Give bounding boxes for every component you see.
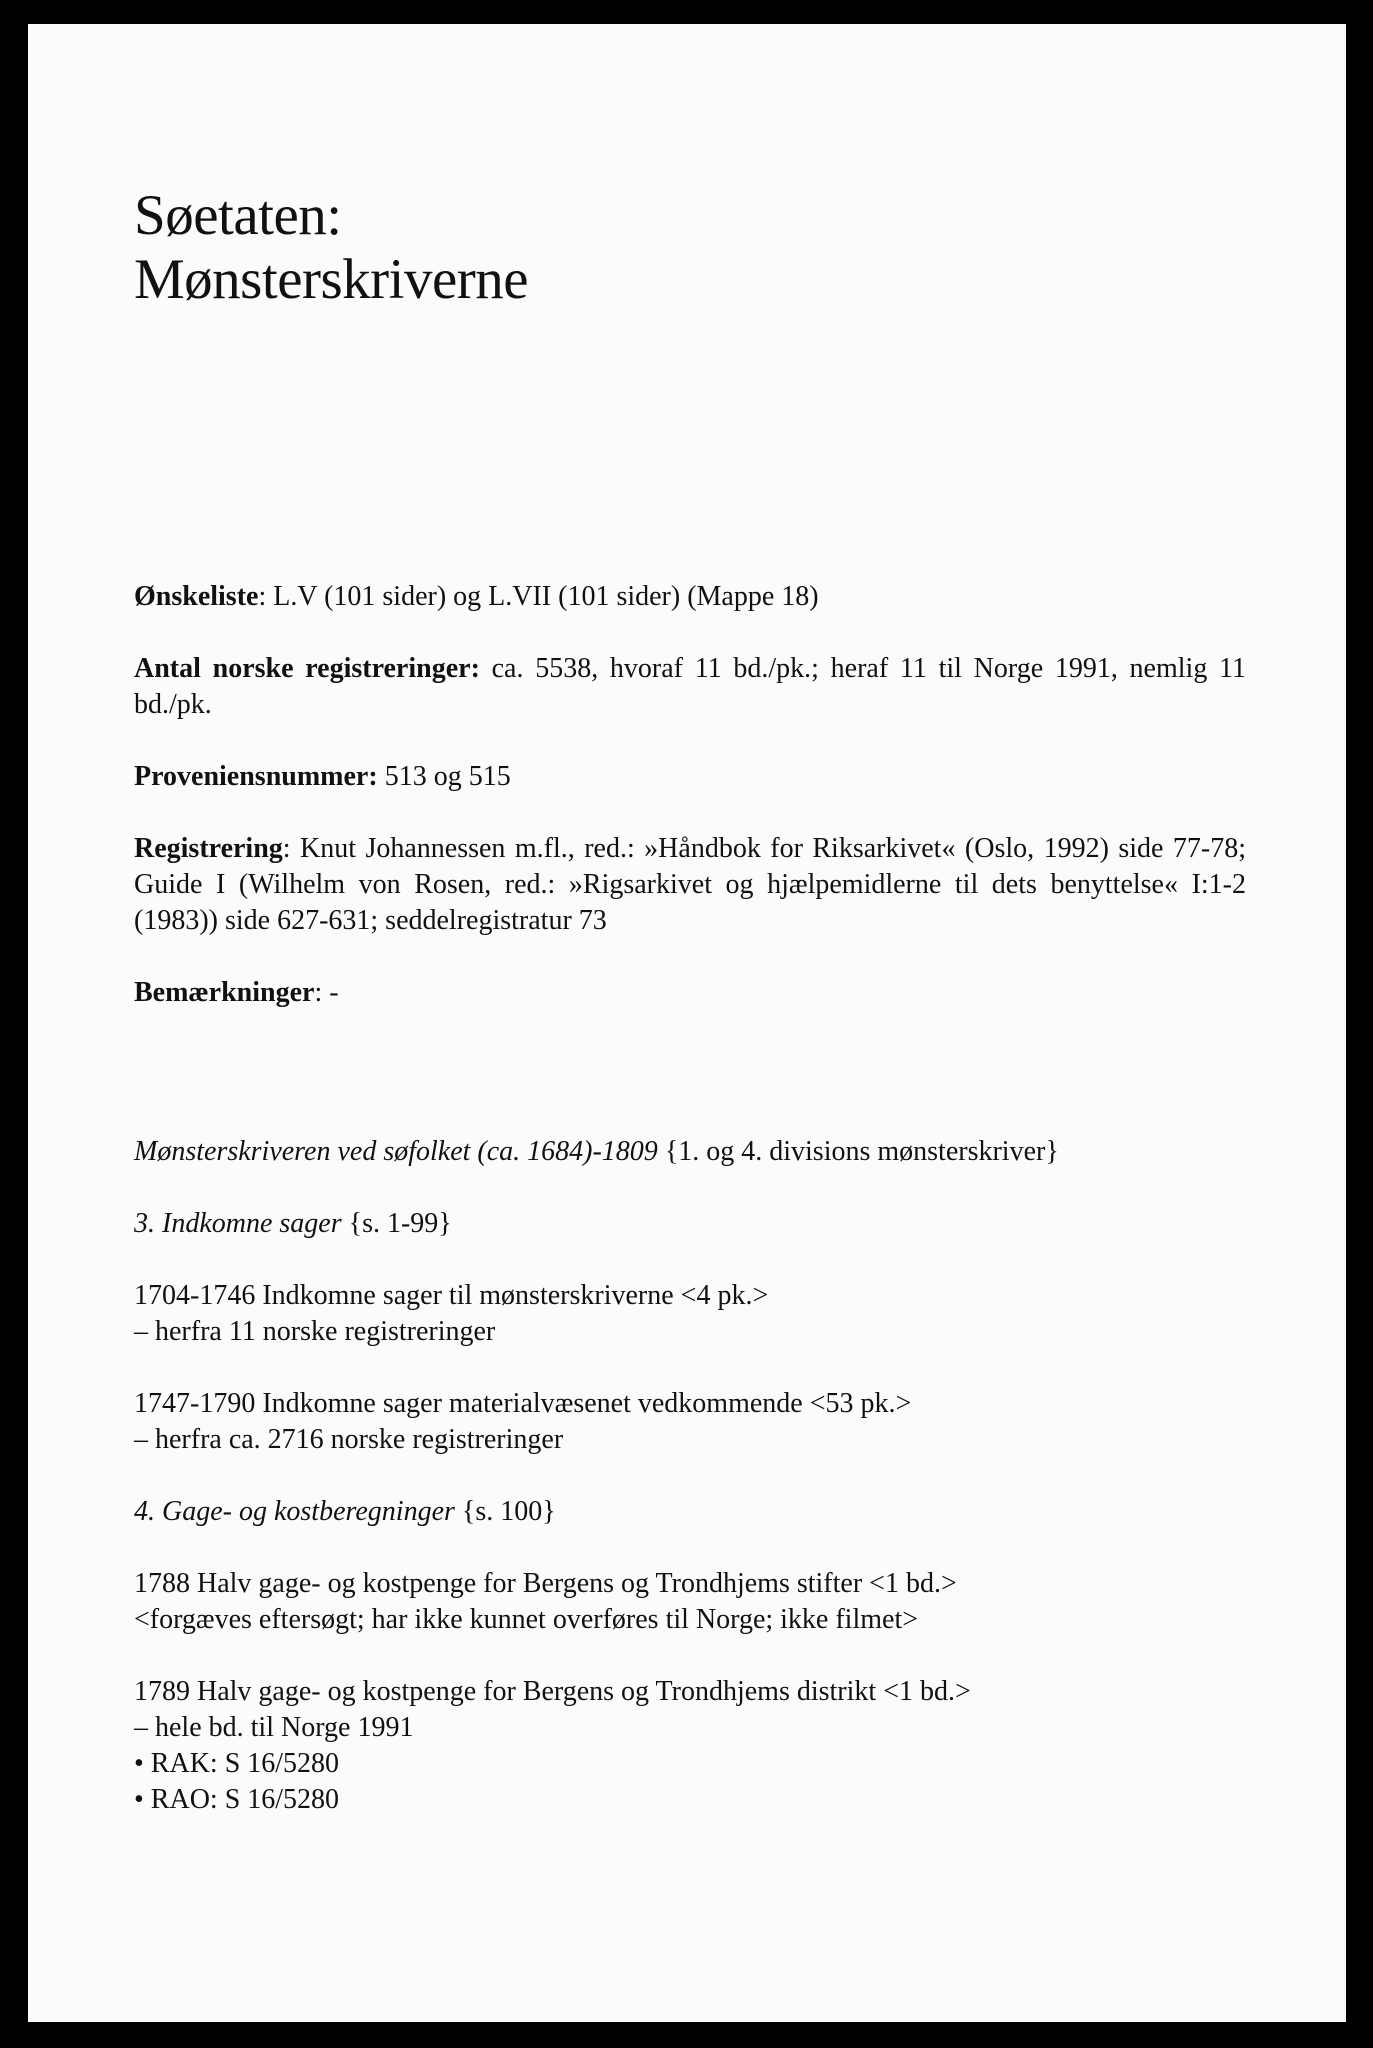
entry-3-line-2: <forgæves eftersøgt; har ikke kunnet overføres til Norge; ikke filmet>	[134, 1604, 919, 1635]
provenance-paragraph	[134, 759, 1246, 795]
wishlist-value: : L.V (101 sider) og L.VII (101 sider) (Mappe 18)	[258, 581, 819, 612]
entry-3-line-1: 1788 Halv gage- og kostpenge for Bergens og Trondhjems stifter <1 bd.>	[134, 1568, 957, 1599]
wishlist-paragraph	[134, 579, 1246, 615]
entry-2	[134, 1386, 1264, 1458]
section-4-title: 4. Gage- og kostberegninger	[134, 1496, 455, 1527]
document-page	[28, 24, 1346, 2022]
entry-4-line-1: 1789 Halv gage- og kostpenge for Bergens og Trondhjems distrikt <1 bd.>	[134, 1676, 971, 1707]
listing-heading-title: Mønsterskriveren ved søfolket (ca. 1684)-1809	[134, 1136, 658, 1167]
archive-listing	[134, 1134, 1264, 1854]
registration-value: : Knut Johannessen m.fl., red.: »Håndbok for Riksarkivet« (Oslo, 1992) side 77-78; Guide I (Wilhelm von Rosen, red.: »Rigsarkivet og hjælpemidlerne til dets benyttelse« I:1-2 (1983)) side 627-631; seddelregistratur 73	[134, 833, 1246, 936]
title-line-2: Mønsterskriverne	[134, 248, 529, 311]
entry-2-line-2: – herfra ca. 2716 norske registreringer	[134, 1424, 564, 1455]
registration-label: Registrering	[134, 833, 283, 864]
entry-2-line-1: 1747-1790 Indkomne sager materialvæsenet vedkommende <53 pk.>	[134, 1388, 912, 1419]
remarks-paragraph	[134, 975, 1246, 1011]
listing-heading	[134, 1134, 1264, 1170]
registration-paragraph	[134, 831, 1246, 939]
wishlist-label: Ønskeliste	[134, 581, 259, 612]
title-block	[134, 184, 1246, 312]
entry-4-line-4: • RAO: S 16/5280	[134, 1784, 340, 1815]
section-4-heading	[134, 1494, 1264, 1530]
remarks-value: : -	[314, 977, 339, 1008]
section-3-pages: {s. 1-99}	[341, 1208, 452, 1239]
listing-heading-note: {1. og 4. divisions mønsterskriver}	[657, 1136, 1059, 1167]
metadata-block	[134, 579, 1246, 1047]
entry-1-line-1: 1704-1746 Indkomne sager til mønsterskriverne <4 pk.>	[134, 1280, 769, 1311]
provenance-label: Proveniensnummer:	[134, 761, 378, 792]
remarks-label: Bemærkninger	[134, 977, 315, 1008]
title-line-1: Søetaten:	[134, 184, 342, 247]
section-3-title: 3. Indkomne sager	[134, 1208, 342, 1239]
provenance-value: 513 og 515	[377, 761, 511, 792]
entry-1	[134, 1278, 1264, 1350]
entry-4-line-2: – hele bd. til Norge 1991	[134, 1712, 414, 1743]
section-3-heading	[134, 1206, 1264, 1242]
count-value: ca. 5538, hvoraf 11 bd./pk.; heraf 11 til Norge 1991, nemlig 11 bd./pk.	[134, 653, 1247, 720]
count-label: Antal norske registreringer:	[134, 653, 480, 684]
section-4-pages: {s. 100}	[454, 1496, 556, 1527]
entry-4	[134, 1674, 1264, 1818]
entry-4-line-3: • RAK: S 16/5280	[134, 1748, 340, 1779]
page-title	[134, 184, 1246, 312]
entry-3	[134, 1566, 1264, 1638]
count-paragraph	[134, 651, 1246, 723]
entry-1-line-2: – herfra 11 norske registreringer	[134, 1316, 496, 1347]
